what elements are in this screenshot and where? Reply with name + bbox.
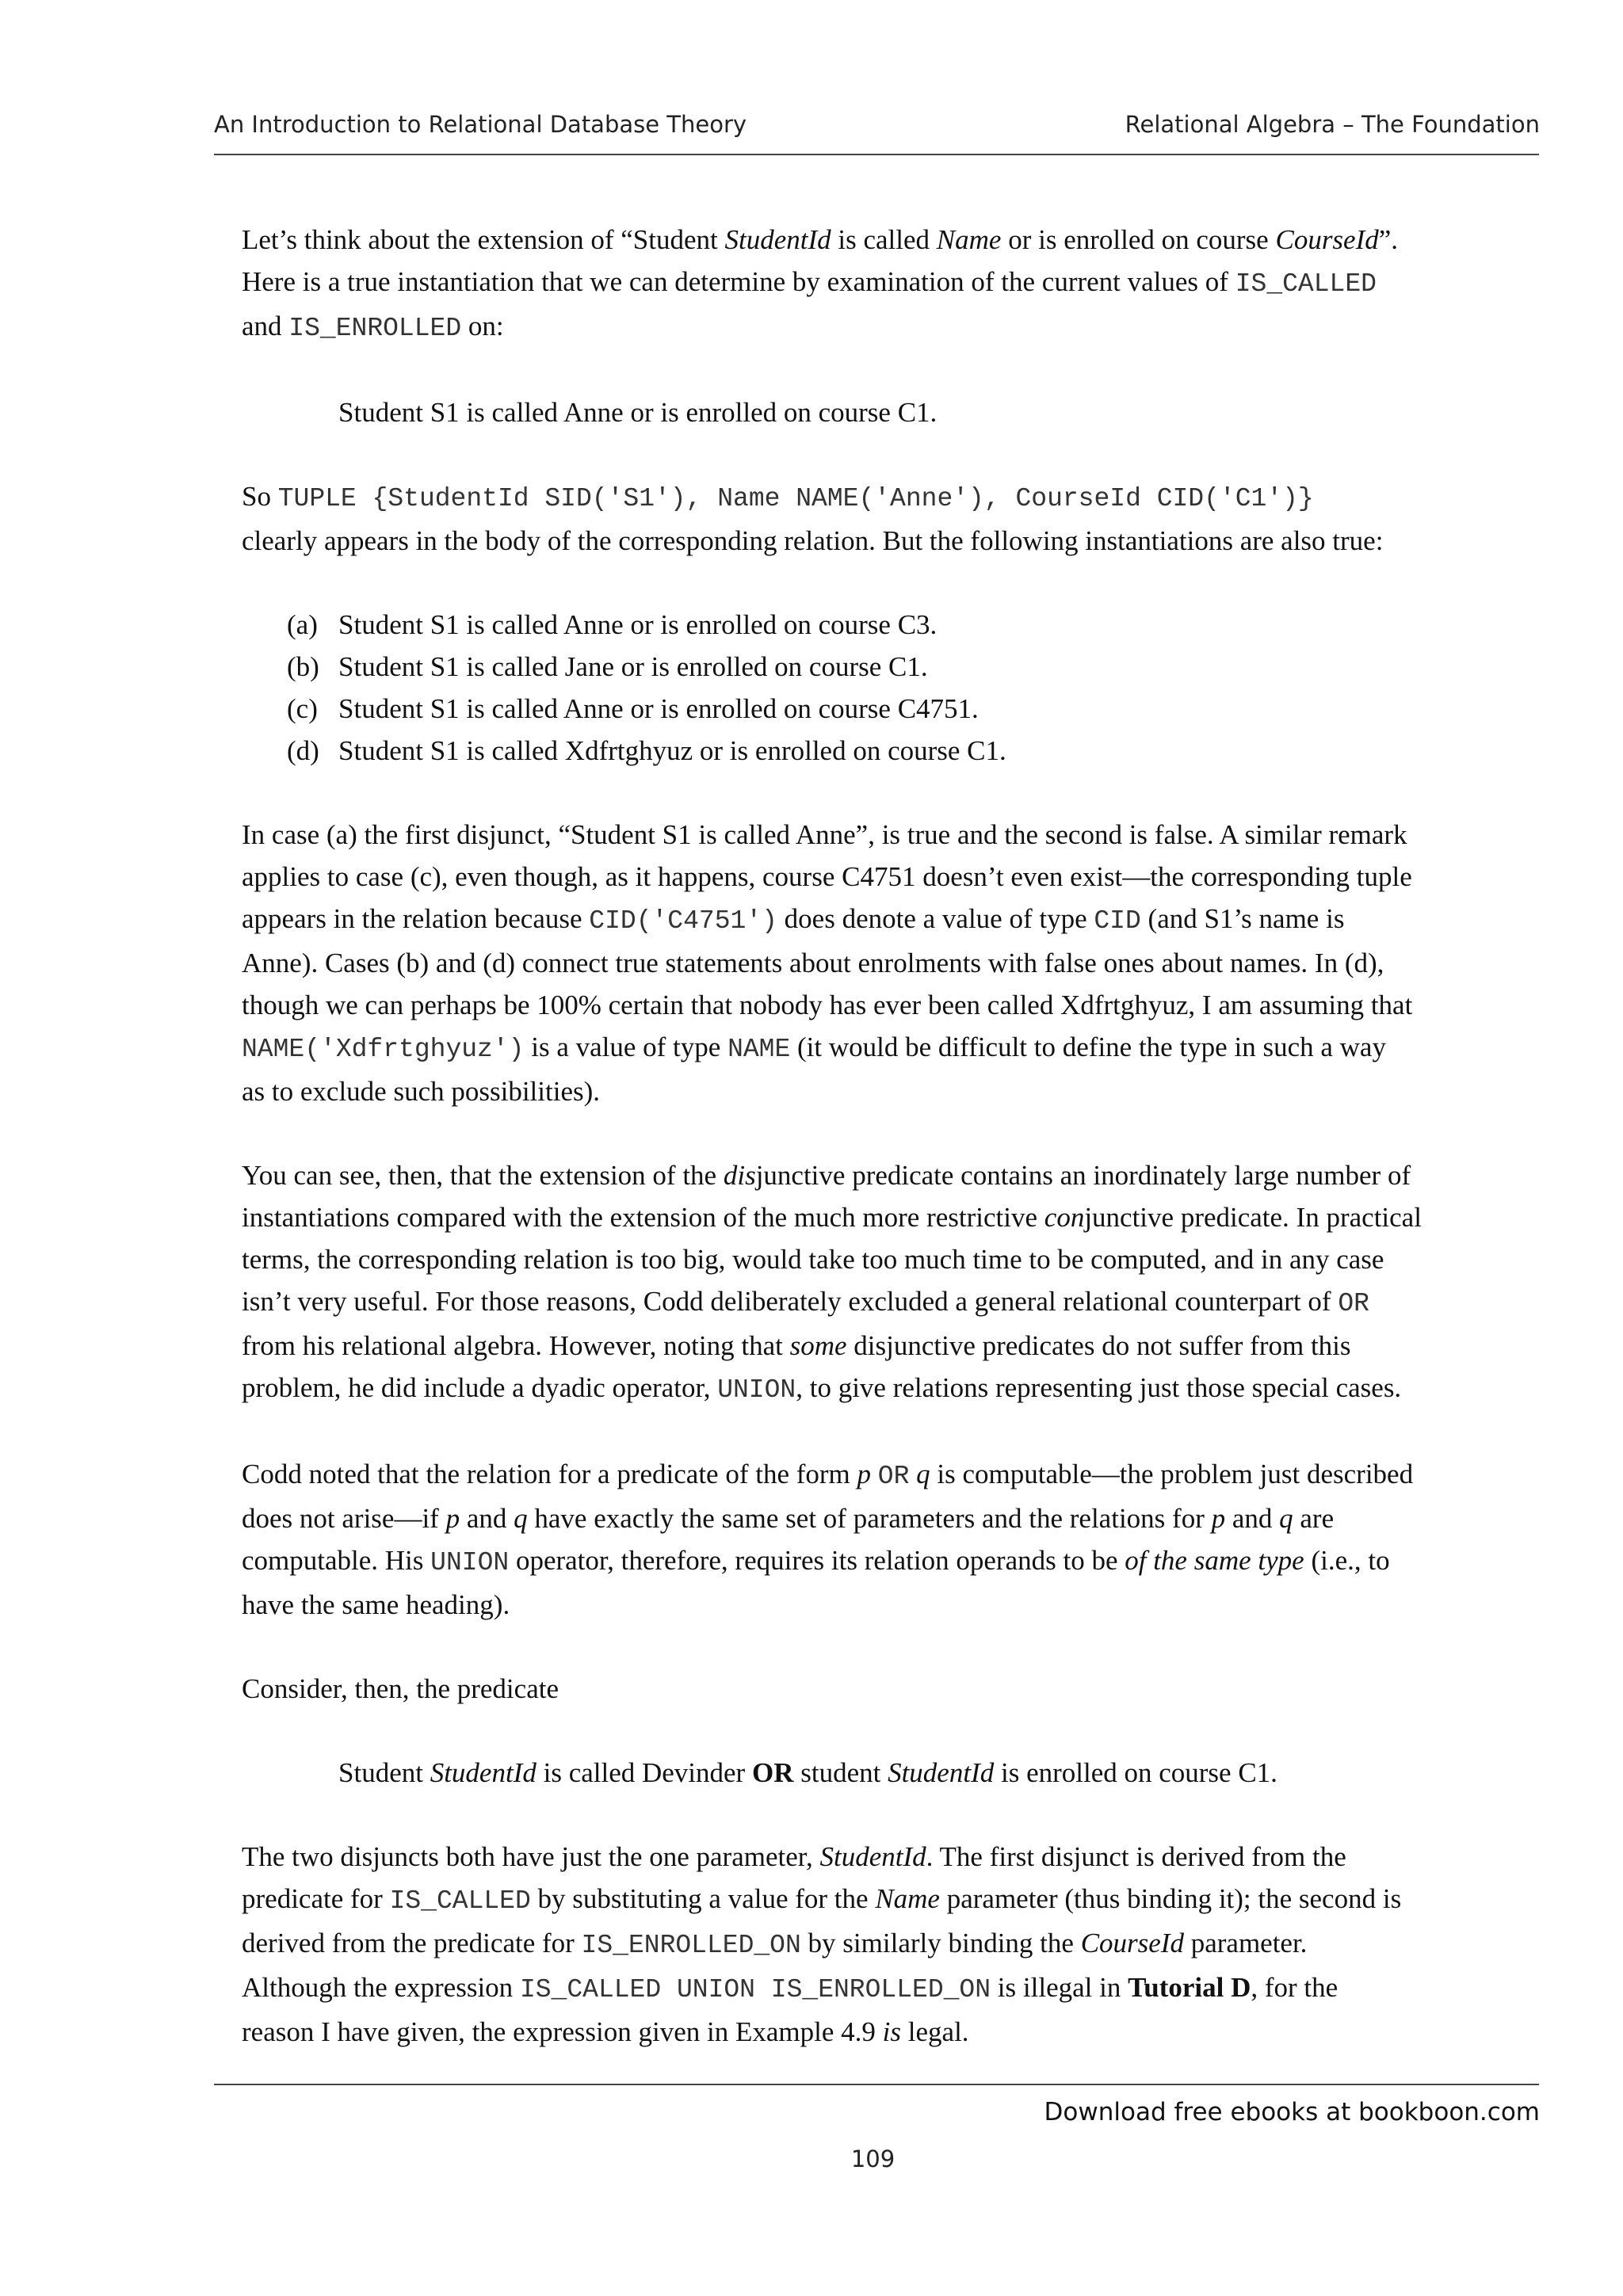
paragraph-line: Consider, then, the predicate — [242, 1673, 559, 1704]
page-number: 109 — [850, 2145, 896, 2172]
paragraph-line: In case (a) the first disjunct, “Student S1 is called Anne”, is true and the second is false. A similar remark — [242, 819, 1407, 850]
list-item: (a) Student S1 is called Anne or is enrolled on course C3. — [287, 609, 938, 640]
paragraph-line: applies to case (c), even though, as it happens, course C4751 doesn’t even exist—the corresponding tuple — [242, 861, 1412, 892]
list-item: (d) Student S1 is called Xdfrtghyuz or is enrolled on course C1. — [287, 735, 1006, 766]
paragraph-line: Although the expression IS_CALLED UNION IS_ENROLLED_ON is illegal in Tutorial D, for the — [242, 1972, 1338, 2004]
running-header-title: An Introduction to Relational Database Theory — [214, 111, 747, 138]
paragraph-line: predicate for IS_CALLED by substituting a value for the Name parameter (thus binding it); the second is — [242, 1883, 1402, 1916]
paragraph-line: problem, he did include a dyadic operator, UNION, to give relations representing just those special cases. — [242, 1372, 1402, 1405]
paragraph-line: clearly appears in the body of the corresponding relation. But the following instantiations are also true: — [242, 525, 1384, 556]
paragraph-line: does not arise—if p and q have exactly the same set of parameters and the relations for p and q are — [242, 1503, 1335, 1534]
paragraph-line: NAME('Xdfrtghyuz') is a value of type NAME (it would be difficult to define the type in such a way — [242, 1032, 1386, 1064]
list-item: (c) Student S1 is called Anne or is enrolled on course C4751. — [287, 693, 979, 724]
paragraph-line: reason I have given, the expression given in Example 4.9 is legal. — [242, 2016, 969, 2047]
paragraph-line: terms, the corresponding relation is too big, would take too much time to be computed, and in any case — [242, 1244, 1384, 1275]
paragraph-line: You can see, then, that the extension of the disjunctive predicate contains an inordinately large number of — [242, 1160, 1411, 1191]
paragraph-line: as to exclude such possibilities). — [242, 1076, 601, 1107]
paragraph-line: Let’s think about the extension of “Student StudentId is called Name or is enrolled on course CourseId”. — [242, 224, 1399, 255]
example-predicate: Student StudentId is called Devinder OR student StudentId is enrolled on course C1. — [338, 1757, 1277, 1788]
footer-download-link[interactable]: Download free ebooks at bookboon.com — [1044, 2098, 1540, 2126]
paragraph-line: So TUPLE {StudentId SID('S1'), Name NAME('Anne'), CourseId CID('C1')} — [242, 481, 1314, 513]
paragraph-line: Codd noted that the relation for a predicate of the form p OR q is computable—the problem just described — [242, 1459, 1414, 1491]
paragraph-line: have the same heading). — [242, 1589, 510, 1620]
header-rule — [214, 154, 1539, 155]
paragraph-line: instantiations compared with the extension of the much more restrictive conjunctive predicate. In practical — [242, 1202, 1422, 1233]
paragraph-line: isn’t very useful. For those reasons, Codd deliberately excluded a general relational counterpart of OR — [242, 1286, 1369, 1318]
example-instantiation: Student S1 is called Anne or is enrolled on course C1. — [338, 397, 938, 428]
footer-rule — [214, 2084, 1539, 2085]
body-text — [242, 219, 1526, 2053]
paragraph-line: The two disjuncts both have just the one parameter, StudentId. The first disjunct is derived from the — [242, 1841, 1346, 1872]
paragraph-line: from his relational algebra. However, noting that some disjunctive predicates do not suffer from this — [242, 1330, 1351, 1361]
running-header-chapter: Relational Algebra – The Foundation — [1125, 111, 1540, 138]
paragraph-line: though we can perhaps be 100% certain that nobody has ever been called Xdfrtghyuz, I am assuming that — [242, 990, 1413, 1020]
paragraph-line: derived from the predicate for IS_ENROLLED_ON by similarly binding the CourseId parameter. — [242, 1928, 1308, 1960]
paragraph-line: Here is a true instantiation that we can determine by examination of the current values of IS_CALLED — [242, 266, 1377, 299]
paragraph-line: and IS_ENROLLED on: — [242, 311, 504, 343]
list-item: (b) Student S1 is called Jane or is enrolled on course C1. — [287, 651, 928, 682]
paragraph-line: Anne). Cases (b) and (d) connect true statements about enrolments with false ones about names. In (d), — [242, 948, 1384, 978]
paragraph-line: computable. His UNION operator, therefore, requires its relation operands to be of the same type (i.e., to — [242, 1545, 1390, 1577]
paragraph-line: appears in the relation because CID('C4751') does denote a value of type CID (and S1’s name is — [242, 903, 1345, 936]
